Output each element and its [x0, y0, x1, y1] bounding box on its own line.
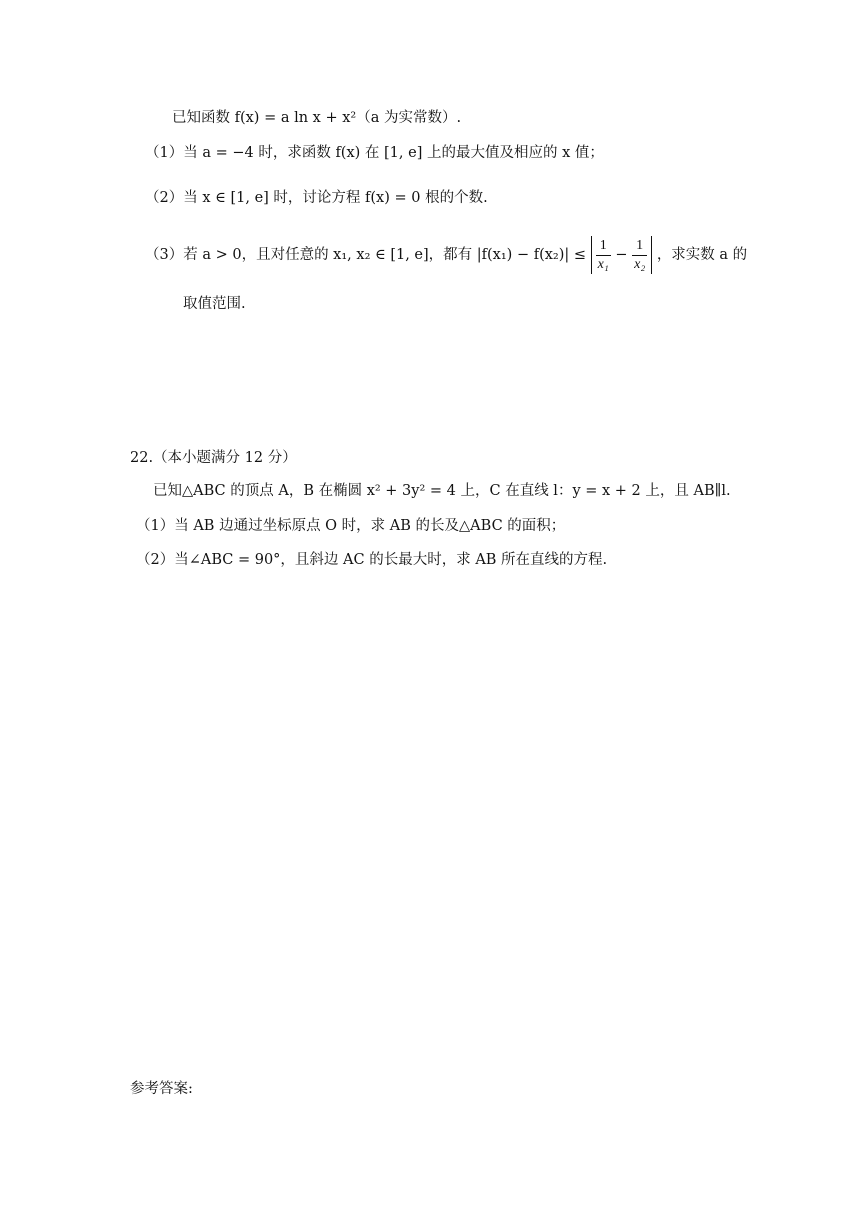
q21-part3-suffix: ，求实数 a 的: [656, 247, 748, 263]
q21-part3-minus: −: [615, 247, 628, 263]
q22-heading: 22.（本小题满分 12 分）: [130, 450, 297, 466]
q22-part1: （1）当 AB 边通过坐标原点 O 时，求 AB 的长及△ABC 的面积；: [136, 518, 566, 534]
q21-part1: （1）当 a = −4 时，求函数 f(x) 在 [1, e] 上的最大值及相应的 x 值；: [145, 145, 604, 161]
q21-part3-prefix: （3）若 a > 0，且对任意的 x₁, x₂ ∈ [1, e]，都有 |f(x₁) − f(x₂)| ≤: [145, 247, 587, 263]
q22-part2: （2）当∠ABC = 90°，且斜边 AC 的长最大时，求 AB 所在直线的方程.: [136, 552, 608, 568]
q21-part3-continuation: 取值范围.: [183, 296, 246, 312]
q21-part3-frac1-denominator: x₁: [597, 256, 609, 272]
answers-label: 参考答案:: [130, 1081, 193, 1097]
q21-part3-abs-expression: [591, 236, 653, 274]
q21-part3-frac2-numerator: 1: [632, 237, 647, 256]
q21-part3-frac1-numerator: 1: [596, 237, 611, 256]
q21-part3-fraction-1: [596, 237, 611, 274]
q21-part3-frac2-denominator: x₂: [634, 256, 646, 272]
q21-intro: 已知函数 f(x) = a ln x + x²（a 为实常数）.: [172, 110, 462, 126]
q21-part2: （2）当 x ∈ [1, e] 时，讨论方程 f(x) = 0 根的个数.: [145, 190, 488, 206]
q21-part3-fraction-2: [632, 237, 647, 274]
q22-intro: 已知△ABC 的顶点 A，B 在椭圆 x² + 3y² = 4 上，C 在直线 l：y = x + 2 上，且 AB∥l.: [153, 483, 731, 499]
q21-part3: [145, 236, 747, 274]
